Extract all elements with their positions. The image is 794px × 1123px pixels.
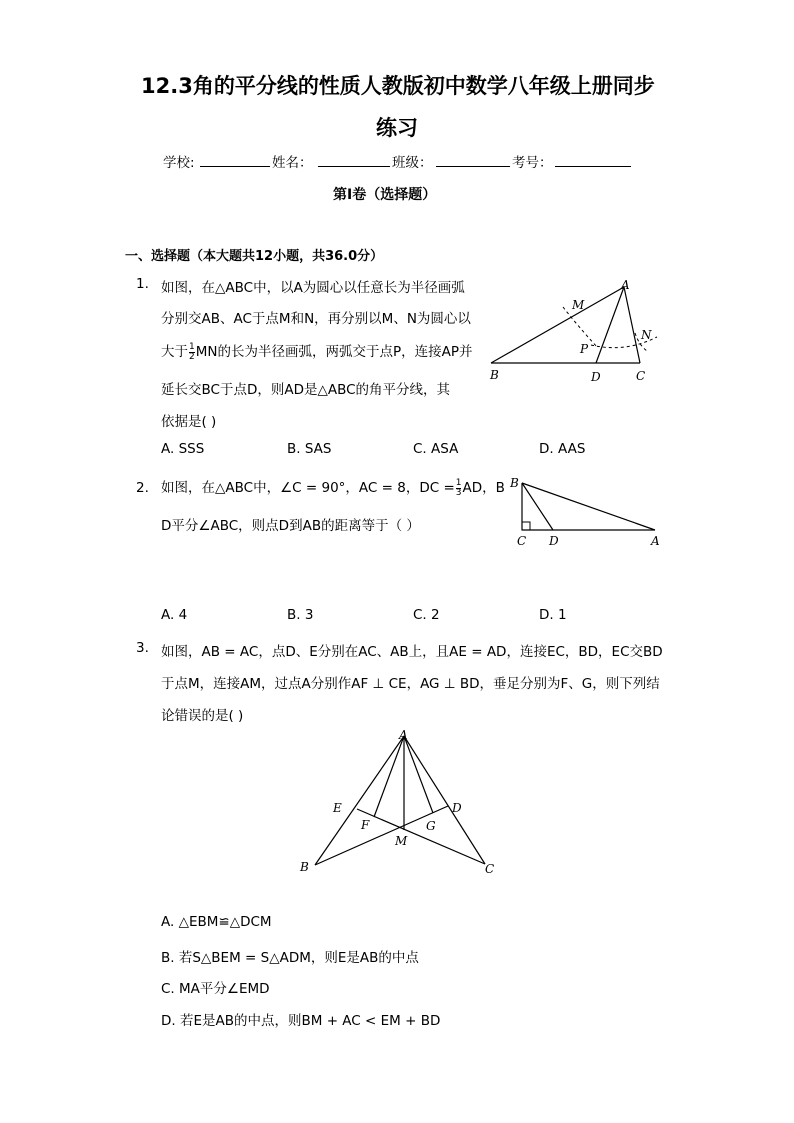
q1-text-line1: 如图，在△ABC中，以A为圆心以任意长为半径画弧 (161, 280, 465, 296)
q1-text-line4: 延长交BC于点D，则AD是△ABC的角平分线，其 (161, 382, 451, 398)
q1-label-n: N (641, 328, 652, 342)
q3-label-c: C (485, 862, 495, 876)
number-blank[interactable] (555, 166, 631, 167)
q3-number: 3. (136, 640, 149, 656)
q1-text-line2: 分别交AB、AC于点M和N，再分别以M、N为圆心以 (161, 311, 471, 327)
q1-option-d[interactable]: D. AAS (539, 441, 586, 457)
q2-option-b[interactable]: B. 3 (287, 607, 314, 623)
q2-segment-bd (522, 483, 553, 530)
q2-label-c: C (517, 534, 527, 548)
q2-text-line1-pre: 如图，在△ABC中，∠C = 90°，AC = 8，DC = (161, 480, 455, 496)
q2-text-line2: D平分∠ABC，则点D到AB的距离等于（ ） (161, 518, 420, 534)
q2-option-d[interactable]: D. 1 (539, 607, 567, 623)
q3-option-a[interactable]: A. △EBM≌△DCM (161, 914, 272, 930)
q3-label-b: B (300, 860, 309, 874)
q2-figure (505, 473, 665, 551)
q1-segment-ac (624, 287, 640, 363)
q2-segment-ba (522, 483, 655, 530)
name-label: 姓名： (272, 155, 313, 171)
q3-text-line2: 于点M，连接AM，过点A分别作AF ⊥ CE，AG ⊥ BD，垂足分别为F、G，则下列结 (161, 676, 660, 692)
q3-label-m: M (395, 834, 408, 848)
q1-figure (485, 275, 665, 390)
q3-segment-ac (404, 736, 485, 864)
q1-option-c[interactable]: C. ASA (413, 441, 459, 457)
q1-fraction-num: 1 (189, 341, 195, 352)
volume-heading: 第I卷（选择题） (333, 187, 437, 203)
q1-label-p: P (580, 342, 589, 356)
q1-option-b[interactable]: B. SAS (287, 441, 332, 457)
q1-label-b: B (490, 368, 499, 382)
section-heading: 一、选择题（本大题共12小题，共36.0分） (125, 249, 384, 264)
q3-label-f: F (361, 818, 370, 832)
q1-text-line3-post: MN的长为半径画弧，两弧交于点P，连接AP并 (195, 344, 473, 360)
q2-right-angle-mark (522, 522, 530, 530)
class-blank[interactable] (436, 166, 510, 167)
q3-option-d[interactable]: D. 若E是AB的中点，则BM + AC < EM + BD (161, 1013, 441, 1029)
q1-segment-ba (491, 287, 624, 363)
q3-text-line1: 如图，AB = AC，点D、E分别在AC、AB上，且AE = AD，连接EC，BD，EC交BD (161, 644, 663, 660)
q2-option-a[interactable]: A. 4 (161, 607, 188, 623)
q1-fraction-den: 2 (189, 351, 195, 362)
school-blank[interactable] (200, 166, 270, 167)
q1-label-m: M (572, 298, 585, 312)
q1-arc-m (563, 307, 597, 347)
q2-text-line1 (161, 476, 505, 498)
q2-label-b: B (510, 476, 519, 490)
class-label: 班级： (392, 155, 433, 171)
q1-label-a: A (621, 278, 630, 292)
q2-label-a: A (651, 534, 660, 548)
q3-label-g: G (426, 819, 436, 833)
school-label: 学校: (163, 155, 195, 171)
q2-text-line1-post: AD，B (462, 480, 505, 496)
q3-option-c[interactable]: C. MA平分∠EMD (161, 981, 270, 997)
q2-fraction (456, 479, 462, 498)
q1-number: 1. (136, 276, 149, 292)
q1-label-d: D (591, 370, 601, 384)
q2-label-d: D (549, 534, 559, 548)
q2-option-c[interactable]: C. 2 (413, 607, 440, 623)
q3-label-d: D (452, 801, 462, 815)
q3-option-b[interactable]: B. 若S△BEM = S△ADM，则E是AB的中点 (161, 950, 419, 966)
q1-label-c: C (636, 369, 646, 383)
q3-segment-ec (357, 809, 485, 864)
q2-fraction-den: 3 (455, 487, 462, 498)
q2-number: 2. (136, 480, 149, 496)
page-title-line2: 练习 (376, 116, 418, 140)
q1-option-a[interactable]: A. SSS (161, 441, 205, 457)
q1-text-line3-pre: 大于 (161, 344, 188, 360)
q1-text-line5: 依据是( ) (161, 414, 217, 430)
q3-text-line3: 论错误的是( ) (161, 708, 244, 724)
q1-text-line3 (161, 340, 473, 362)
number-label: 考号： (512, 155, 553, 171)
q1-fraction (189, 343, 195, 362)
q3-label-e: E (333, 801, 342, 815)
q3-segment-af (374, 736, 404, 817)
q2-fraction-num: 1 (455, 477, 462, 488)
name-blank[interactable] (318, 166, 390, 167)
q3-figure (295, 725, 505, 880)
q3-label-a: A (399, 728, 408, 742)
q1-segment-ad (596, 287, 624, 363)
page-title: 12.3角的平分线的性质人教版初中数学八年级上册同步 (141, 74, 655, 98)
